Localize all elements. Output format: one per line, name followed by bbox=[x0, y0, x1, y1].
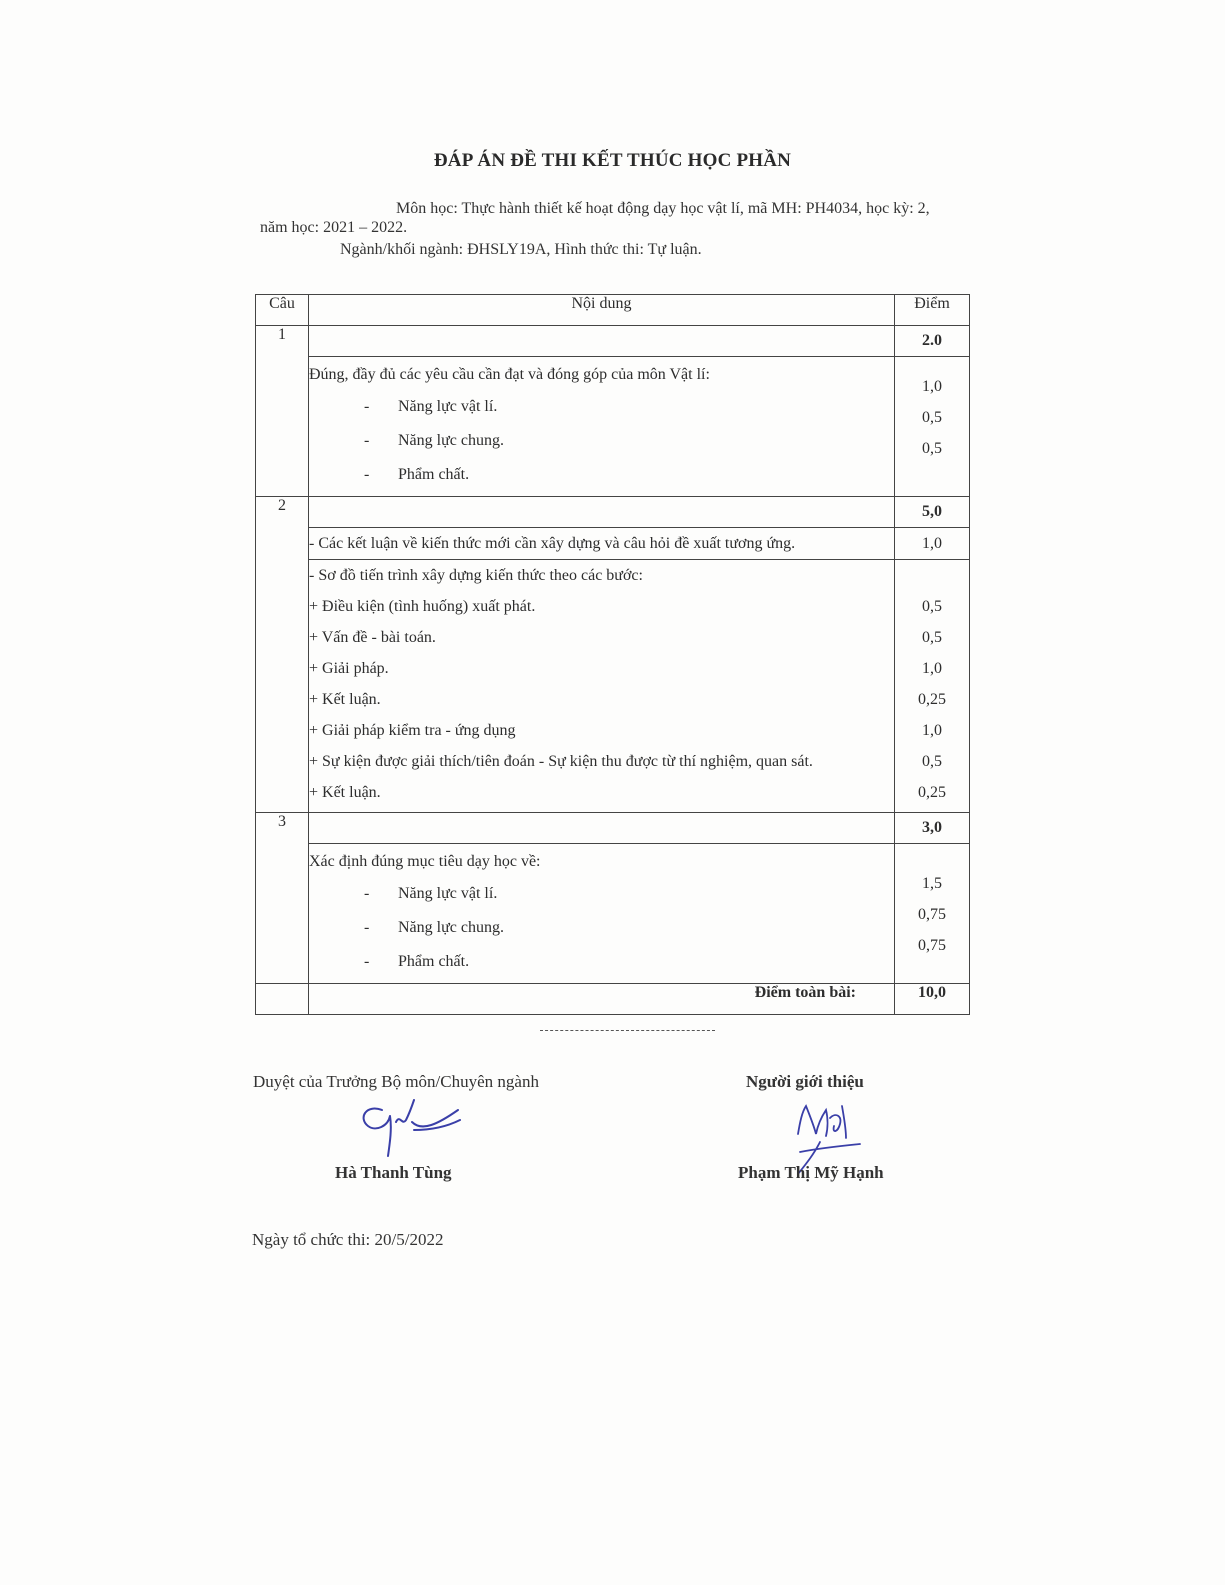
q2-step-score: 0,5 bbox=[922, 753, 942, 770]
q3-score-3: 0,75 bbox=[918, 937, 946, 954]
list-item: + Sự kiện được giải thích/tiên đoán - Sự kiện thu được từ thí nghiệm, quan sát. bbox=[309, 753, 813, 770]
q3-intro: Xác định đúng mục tiêu dạy học về: bbox=[309, 853, 541, 870]
q2-step-score: 0,25 bbox=[918, 784, 946, 801]
table-header-row bbox=[256, 295, 970, 326]
exam-date: Ngày tổ chức thi: 20/5/2022 bbox=[252, 1230, 444, 1249]
course-info-line1: Môn học: Thực hành thiết kế hoạt động dạy học vật lí, mã MH: PH4034, học kỳ: 2, bbox=[396, 200, 930, 217]
q2-total-row bbox=[256, 497, 970, 528]
q2-step-score: 1,0 bbox=[922, 722, 942, 739]
q2-part2-intro: - Sơ đồ tiến trình xây dựng kiến thức theo các bước: bbox=[309, 567, 643, 584]
q1-total-score: 2.0 bbox=[895, 326, 970, 357]
q1-score-2: 0,5 bbox=[922, 409, 942, 426]
header-question: Câu bbox=[256, 295, 309, 326]
q2-step-score: 0,5 bbox=[922, 629, 942, 646]
right-signer-title: Người giới thiệu bbox=[746, 1072, 864, 1091]
list-item: + Điều kiện (tình huống) xuất phát. bbox=[309, 598, 536, 615]
q2-part2-row bbox=[256, 560, 970, 813]
left-signature-mark bbox=[352, 1092, 472, 1162]
q2-part1-row bbox=[256, 528, 970, 560]
total-row bbox=[256, 984, 970, 1015]
list-item: - Năng lực vật lí. bbox=[364, 398, 498, 415]
answer-table bbox=[255, 294, 970, 1015]
q2-step-score: 1,0 bbox=[922, 660, 942, 677]
q1-intro: Đúng, đầy đủ các yêu cầu cần đạt và đóng góp của môn Vật lí: bbox=[309, 366, 710, 383]
total-label: Điểm toàn bài: bbox=[309, 984, 895, 1015]
list-item: - Năng lực vật lí. bbox=[364, 885, 498, 902]
q3-total-row bbox=[256, 813, 970, 844]
q3-total-score: 3,0 bbox=[895, 813, 970, 844]
q2-part1-text: - Các kết luận về kiến thức mới cần xây dựng và câu hỏi đề xuất tương ứng. bbox=[309, 535, 796, 552]
q3-number: 3 bbox=[256, 813, 309, 984]
q2-number: 2 bbox=[256, 497, 309, 813]
q3-score-1: 1,5 bbox=[922, 875, 942, 892]
q3-detail-row bbox=[256, 844, 970, 984]
q1-total-row bbox=[256, 326, 970, 357]
left-signer-name: Hà Thanh Tùng bbox=[335, 1163, 452, 1182]
course-info-line3: Ngành/khối ngành: ĐHSLY19A, Hình thức thi: Tự luận. bbox=[340, 241, 702, 258]
list-item: + Vấn đề - bài toán. bbox=[309, 629, 436, 646]
list-item: - Năng lực chung. bbox=[364, 919, 504, 936]
q1-detail-row bbox=[256, 357, 970, 497]
list-item: + Giải pháp. bbox=[309, 660, 389, 677]
right-signer-name: Phạm Thị Mỹ Hạnh bbox=[738, 1163, 884, 1182]
section-divider bbox=[540, 1030, 715, 1031]
q2-step-score: 0,5 bbox=[922, 598, 942, 615]
header-score: Điểm bbox=[895, 295, 970, 326]
q1-score-3: 0,5 bbox=[922, 440, 942, 457]
total-score: 10,0 bbox=[895, 984, 970, 1015]
course-info-line2: năm học: 2021 – 2022. bbox=[260, 219, 408, 236]
header-content: Nội dung bbox=[309, 295, 895, 326]
q3-score-2: 0,75 bbox=[918, 906, 946, 923]
q2-part1-score: 1,0 bbox=[895, 528, 970, 560]
document-title: ĐÁP ÁN ĐỀ THI KẾT THÚC HỌC PHẦN bbox=[433, 150, 792, 171]
list-item: + Giải pháp kiểm tra - ứng dụng bbox=[309, 722, 516, 739]
q1-number: 1 bbox=[256, 326, 309, 497]
list-item: + Kết luận. bbox=[309, 691, 381, 708]
q2-step-score: 0,25 bbox=[918, 691, 946, 708]
list-item: - Phẩm chất. bbox=[364, 953, 470, 970]
q1-score-1: 1,0 bbox=[922, 378, 942, 395]
q2-total-score: 5,0 bbox=[895, 497, 970, 528]
list-item: + Kết luận. bbox=[309, 784, 381, 801]
list-item: - Năng lực chung. bbox=[364, 432, 504, 449]
list-item: - Phẩm chất. bbox=[364, 466, 470, 483]
left-signer-title: Duyệt của Trưởng Bộ môn/Chuyên ngành bbox=[253, 1072, 539, 1091]
